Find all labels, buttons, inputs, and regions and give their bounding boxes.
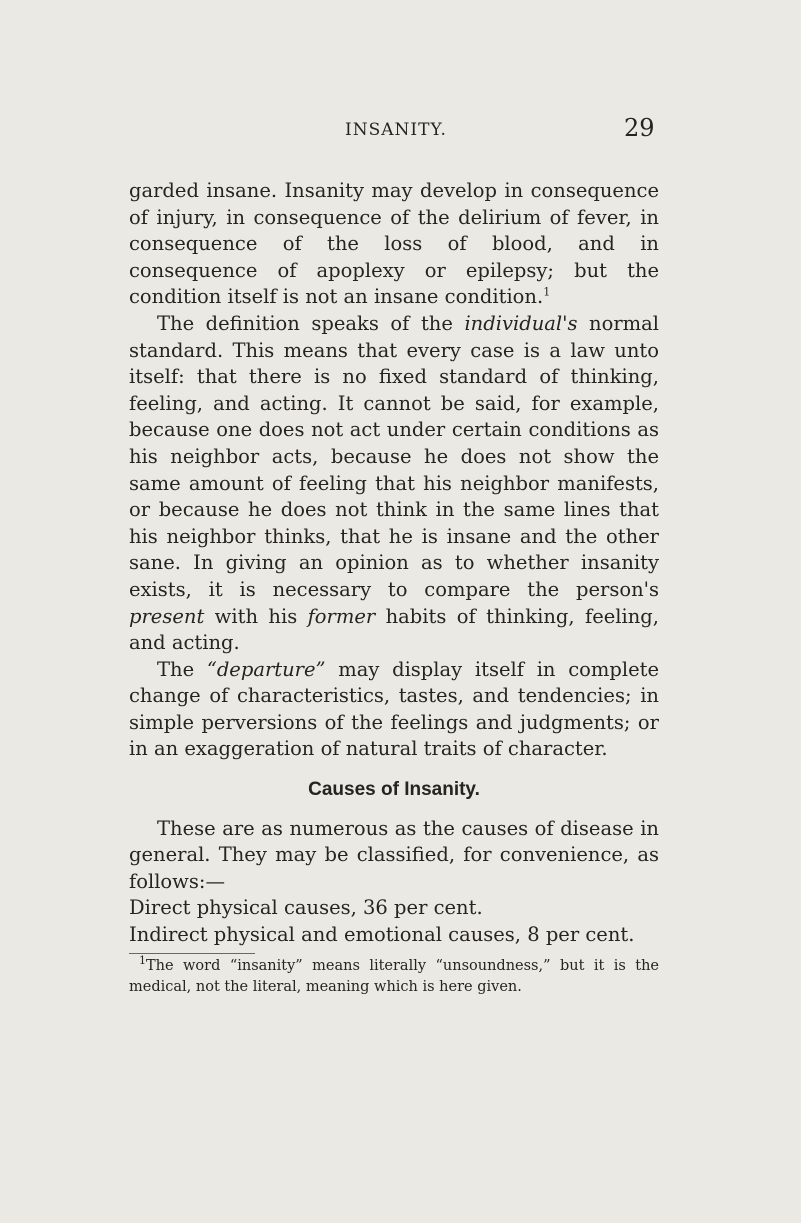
section-intro: These are as numerous as the causes of disease in general. They may be classified, for convenience, as follows:— bbox=[129, 816, 659, 893]
page-number: 29 bbox=[624, 114, 655, 142]
body-text bbox=[129, 178, 659, 998]
emphasis-text: individual's bbox=[464, 311, 578, 335]
paragraph-text: normal standard. This means that every case is a law unto itself: that there is no fixed standard of thinking, feeling, and acting. It cannot be said, for example, because one does not act under certain conditions as his neighbor acts, because he does not show the same amount of feeling that his neighbor manifests, or because he does not think in the same lines that his neighbor thinks, that he is insane and the other sane. In giving an opinion as to whether insanity exists, it is necessary to compare the person's bbox=[129, 311, 660, 601]
paragraph-text: garded insane. Insanity may develop in consequence of injury, in consequence of the delirium of fever, in consequence of the loss of blood, and in consequence of apoplexy or epilepsy; but the condition itself is not an insane condition. bbox=[129, 179, 659, 309]
emphasis-text: present bbox=[129, 604, 205, 628]
emphasis-text: “departure” bbox=[206, 657, 326, 681]
footnote-divider bbox=[129, 953, 255, 954]
running-title: INSANITY. bbox=[345, 120, 447, 140]
page-header bbox=[0, 114, 801, 150]
paragraph bbox=[129, 311, 659, 657]
paragraph-text: with his bbox=[204, 604, 308, 628]
footnote bbox=[129, 953, 659, 998]
paragraph-text: The bbox=[157, 657, 207, 681]
list-item: Indirect physical and emotional causes, 8 per cent. bbox=[129, 923, 635, 947]
paragraph-text: may display itself in complete change of characteristics, tastes, and tendencies; in simple perversions of the feelings and judgments; or in an exaggeration of natural traits of character. bbox=[129, 657, 659, 761]
paragraph bbox=[129, 178, 659, 311]
section-heading: Causes of Insanity. bbox=[308, 779, 480, 801]
footnote-text: The word “insanity” means literally “unsoundness,” but it is the medical, not the literal, meaning which is here given. bbox=[129, 957, 659, 995]
paragraph-text: habits of thinking, feeling, and acting. bbox=[129, 604, 659, 655]
paragraph-text: The definition speaks of the bbox=[157, 311, 465, 335]
footnote-reference: 1 bbox=[543, 285, 551, 299]
footnote-marker: 1 bbox=[139, 953, 146, 967]
emphasis-text: former bbox=[307, 604, 376, 628]
paragraph bbox=[129, 657, 659, 763]
list-item: Direct physical causes, 36 per cent. bbox=[129, 896, 483, 920]
